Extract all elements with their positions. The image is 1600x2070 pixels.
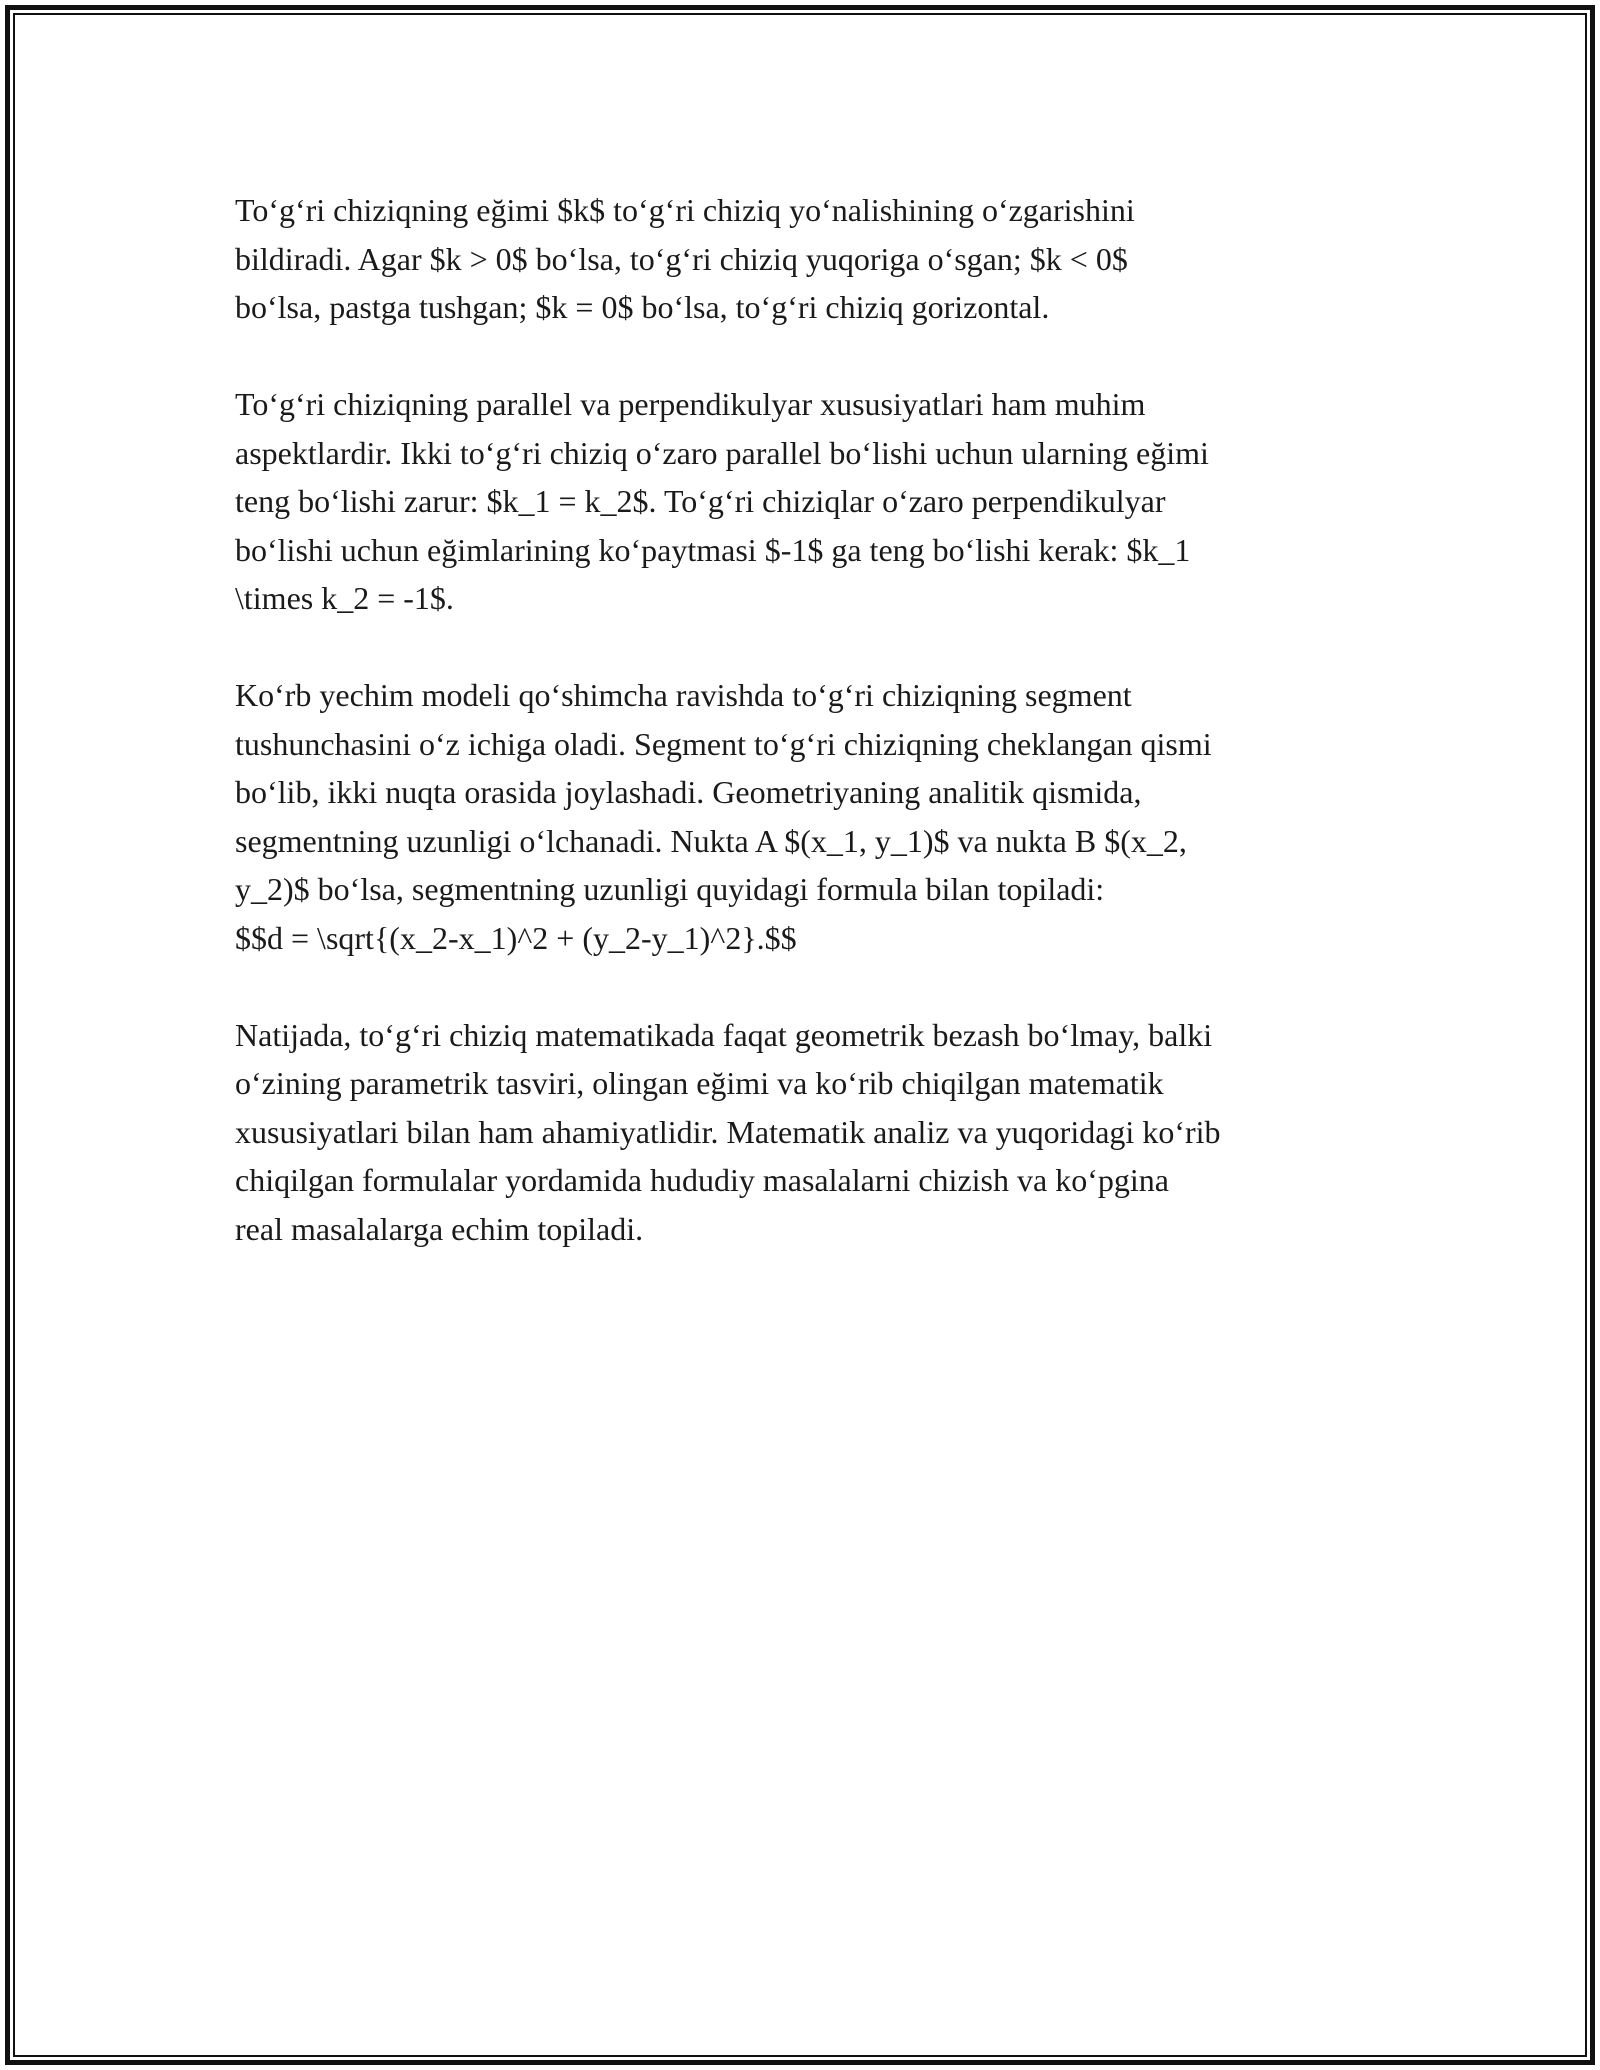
paragraph-conclusion: Natijada, to‘g‘ri chiziq matematikada faqat geometrik bezash bo‘lmay, balki o‘zining parametrik tasviri, olingan eğimi va ko‘rib chiqilgan matematik xususiyatlari bilan ham ahamiyatlidir. Matematik analiz va yuqoridagi ko‘rib chiqilgan formulalar yordamida hududiy masalalarni chizish va ko‘pgina real masalalarga echim topiladi.: [235, 1016, 1221, 1247]
paragraph-slope: To‘g‘ri chiziqning eğimi $k$ to‘g‘ri chiziq yo‘nalishining o‘zgarishini bildiradi. Agar $k > 0$ bo‘lsa, to‘g‘ri chiziq yuqoriga o‘sgan; $k < 0$ bo‘lsa, pastga tushgan; $k = 0$ bo‘lsa, to‘g‘ri chiziq gorizontal.: [235, 192, 1135, 325]
paragraph-segment-length: Ko‘rb yechim modeli qo‘shimcha ravishda to‘g‘ri chiziqning segment tushunchasini o‘z ichiga oladi. Segment to‘g‘ri chiziqning cheklangan qismi bo‘lib, ikki nuqta orasida joylashadi. Geometriyaning analitik qismida, segmentning uzunligi o‘lchanadi. Nukta A $(x_1, y_1)$ va nukta B $(x_2, y_2)$ bo‘lsa, segmentning uzunligi quyidagi formula bilan topiladi: $$d = \sqrt{(x_2-x_1)^2 + (y_2-y_1)^2}.$$: [235, 677, 1212, 956]
paragraph-parallel-perpendicular: To‘g‘ri chiziqning parallel va perpendikulyar xususiyatlari ham muhim aspektlardir. Ikki to‘g‘ri chiziq o‘zaro parallel bo‘lishi uchun ularning eğimi teng bo‘lishi zarur: $k_1 = k_2$. To‘g‘ri chiziqlar o‘zaro perpendikulyar bo‘lishi uchun eğimlarining ko‘paytmasi $-1$ ga teng bo‘lishi kerak: $k_1 \times k_2 = -1$.: [235, 386, 1209, 616]
document-body: [235, 186, 1385, 1302]
